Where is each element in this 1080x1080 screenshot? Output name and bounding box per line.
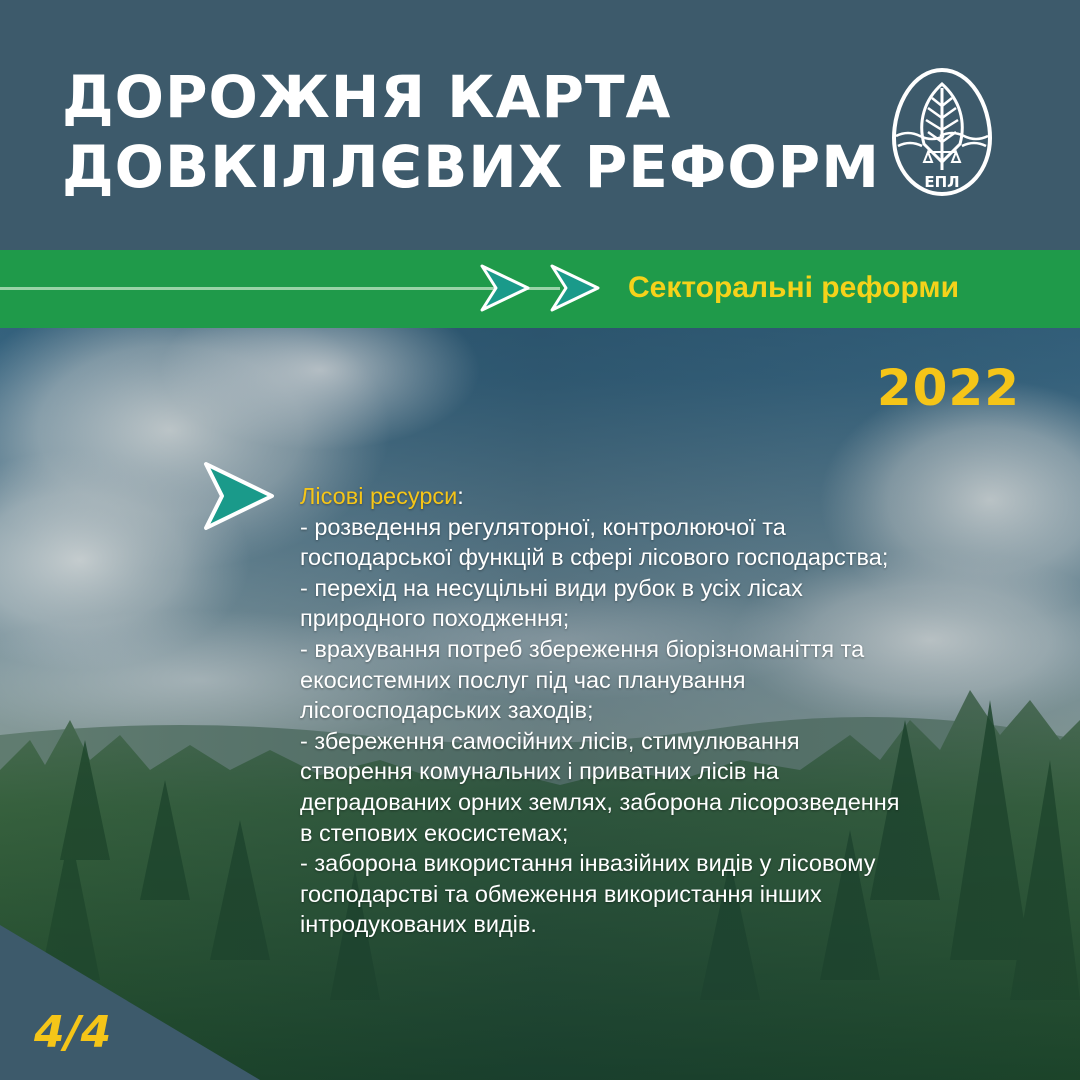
title-line-1: ДОРОЖНЯ КАРТА [62,63,672,131]
reform-line: господарстві та обмеження використання інших [300,880,822,907]
reform-line: господарської функцій в сфері лісового господарства; [300,544,889,571]
reform-list [300,481,1030,940]
reform-line: - розведення регуляторної, контролюючої та [300,513,786,540]
reform-line: створення комунальних і приватних лісів на [300,758,779,785]
page-number: 4/4 [34,1007,112,1058]
reform-line: природного походження; [300,605,570,632]
logo-label: ЕПЛ [924,173,960,191]
year-label: 2022 [876,359,1020,417]
reform-line: деградованих орних землях, заборона лісорозведення [300,788,900,815]
reform-line: - врахування потреб збереження біорізноманіття та [300,635,865,662]
reform-line: в степових екосистемах; [300,819,569,846]
chevron-right-icon [200,460,278,532]
reform-heading-line [300,481,1030,512]
reform-line: інтродукованих видів. [300,911,537,938]
title-line-2: ДОВКІЛЛЄВИХ РЕФОРМ [62,133,880,201]
reform-line: екосистемних послуг під час планування [300,666,746,693]
reform-line: лісогосподарських заходів; [300,697,594,724]
reform-line: - збереження самосійних лісів, стимулювання [300,727,800,754]
double-chevron-right-icon [478,262,608,314]
band-divider-line [0,287,560,290]
reform-line: - перехід на несуцільні види рубок в усіх лісах [300,574,803,601]
reform-heading-colon: : [457,483,464,509]
reform-heading: Лісові ресурси [300,483,458,509]
section-subtitle: Секторальні реформи [628,271,960,304]
page-title [62,62,880,202]
tree-scales-emblem-icon [888,66,996,198]
reform-line: - заборона використання інвазійних видів у лісовому [300,850,876,877]
